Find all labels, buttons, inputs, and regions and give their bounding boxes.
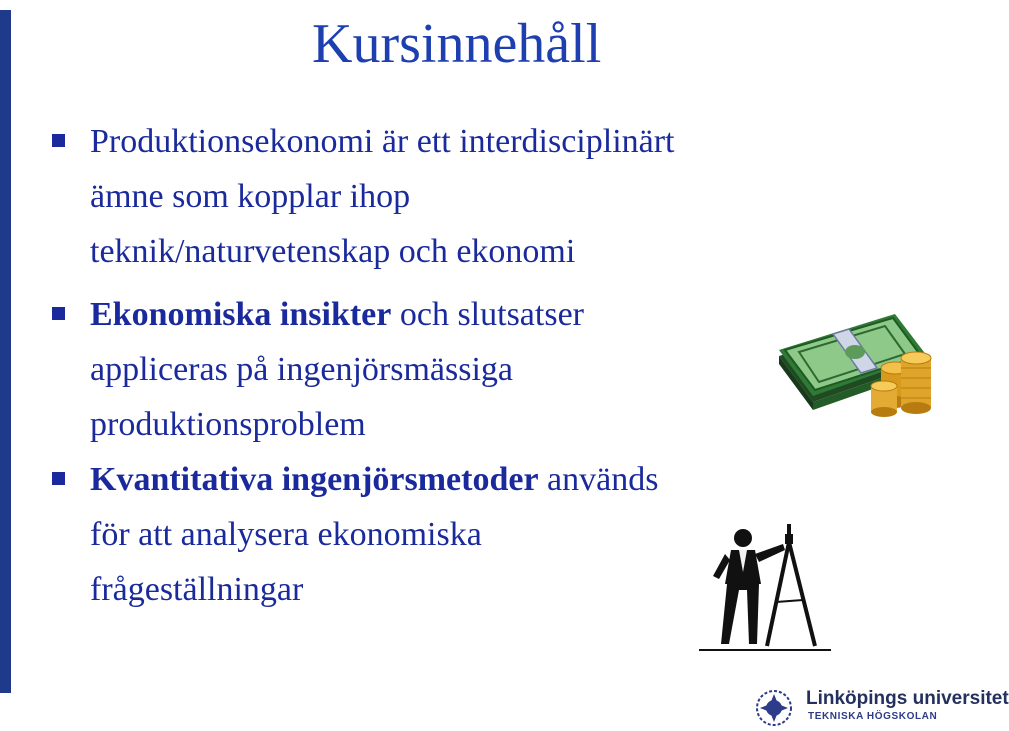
engineer-with-compass-illustration: [695, 522, 835, 654]
university-emblem-icon: [752, 688, 796, 728]
left-accent-bar: [0, 10, 11, 693]
bullet-line: [90, 114, 675, 169]
bullet-line: [90, 287, 675, 342]
bullet-text: teknik/naturvetenskap och ekonomi: [90, 233, 576, 270]
bullet-text: produktionsproblem: [90, 406, 366, 443]
bullet-text: Produktionsekonomi är ett interdisciplinärt: [90, 123, 675, 160]
bullet-line: [90, 397, 675, 452]
bullet-text-bold: Ekonomiska insikter: [90, 296, 392, 333]
bullet-item: [52, 287, 675, 452]
square-bullet-icon: [52, 307, 65, 320]
slide-title: Kursinnehåll: [312, 13, 602, 75]
bullet-text: för att analysera ekonomiska: [90, 516, 482, 553]
money-illustration: [775, 312, 940, 422]
bullet-line: [90, 224, 675, 279]
university-logo: [752, 688, 1009, 728]
bullet-text: ämne som kopplar ihop: [90, 178, 411, 215]
logo-name: Linköpings universitet: [806, 688, 1009, 709]
bullet-line: [90, 452, 675, 507]
bullet-list: [52, 114, 675, 617]
logo-subtitle: TEKNISKA HÖGSKOLAN: [808, 711, 938, 722]
bullet-item: [52, 114, 675, 279]
bullet-text: frågeställningar: [90, 571, 304, 608]
bullet-line: [90, 507, 675, 562]
bullet-text: appliceras på ingenjörsmässiga: [90, 351, 513, 388]
bullet-text: och slutsatser: [391, 296, 584, 333]
bullet-item: [52, 452, 675, 617]
bullet-text-bold: Kvantitativa ingenjörsmetoder: [90, 461, 539, 498]
square-bullet-icon: [52, 472, 65, 485]
bullet-line: [90, 342, 675, 397]
square-bullet-icon: [52, 134, 65, 147]
bullet-line: [90, 562, 675, 617]
bullet-line: [90, 169, 675, 224]
bullet-text: används: [538, 461, 659, 498]
